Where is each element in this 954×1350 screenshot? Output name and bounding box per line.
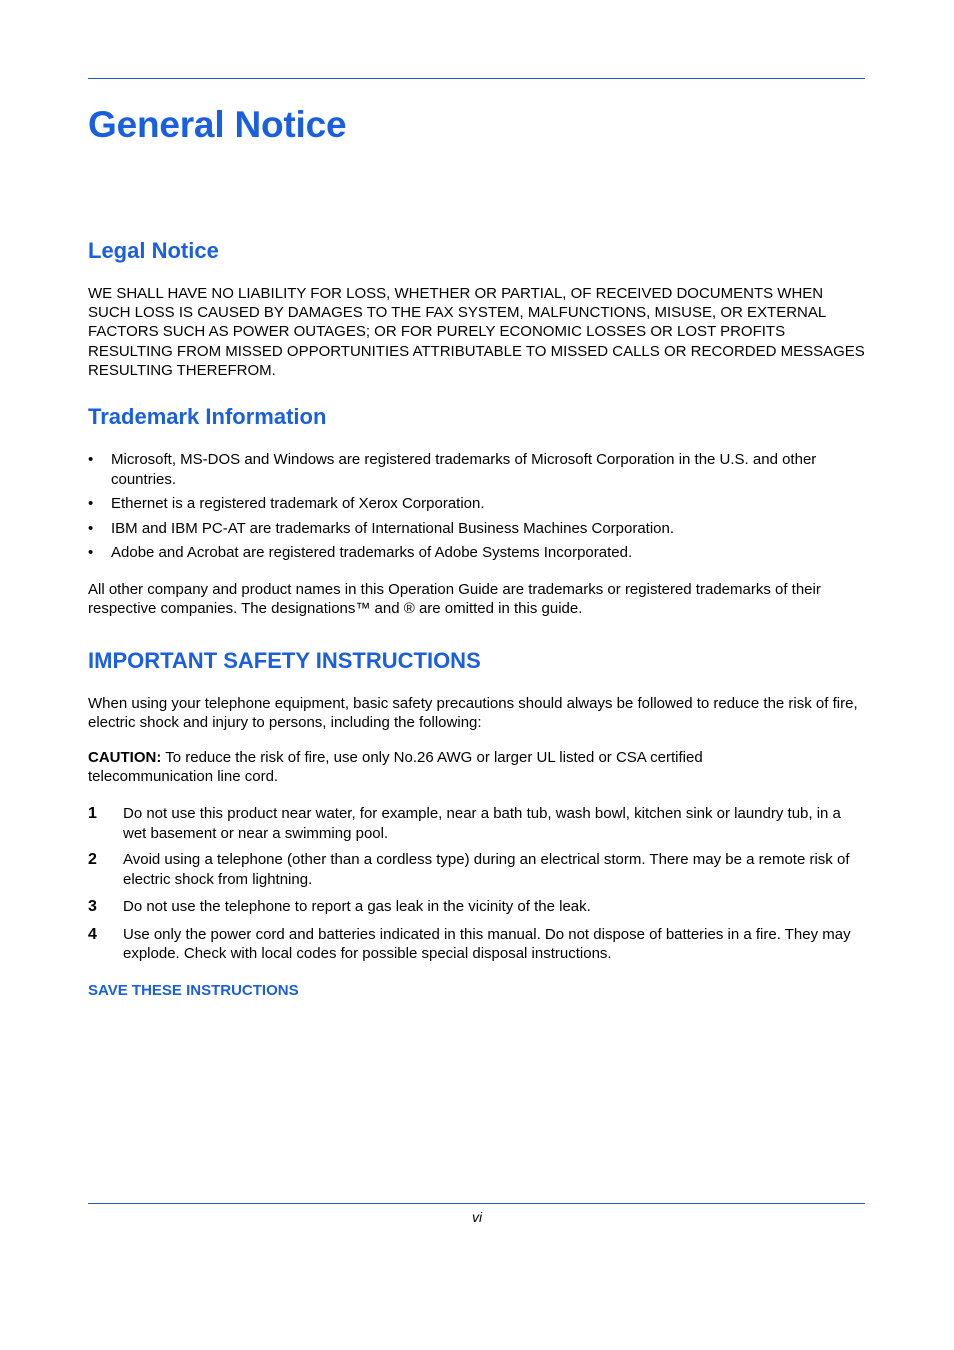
- legal-notice-text: WE SHALL HAVE NO LIABILITY FOR LOSS, WHETHER OR PARTIAL, OF RECEIVED DOCUMENTS WHEN SUCH LOSS IS CAUSED BY DAMAGES TO THE FAX SYSTEM, MALFUNCTIONS, MISUSE, OR EXTERNAL FACTORS SUCH AS POWER OUTAGES; OR FOR PURELY ECONOMIC LOSSES OR LOST PROFITS RESULTING FROM MISSED OPPORTUNITIES ATTRIBUTABLE TO MISSED CALLS OR RECORDED MESSAGES RESULTING THEREFROM.: [88, 285, 865, 379]
- step-text: Avoid using a telephone (other than a cordless type) during an electrical storm. There may be a remote risk of electric shock from lightning.: [123, 851, 850, 888]
- bullet-icon: •: [88, 544, 94, 561]
- list-item-text: IBM and IBM PC-AT are trademarks of International Business Machines Corporation.: [111, 519, 675, 537]
- list-item: [88, 804, 868, 843]
- page-number: vi: [471, 1209, 483, 1225]
- step-text: Do not use the telephone to report a gas leak in the vicinity of the leak.: [123, 898, 591, 915]
- legal-notice-heading: Legal Notice: [88, 238, 219, 263]
- bullet-icon: •: [88, 519, 94, 537]
- list-item: [88, 897, 868, 917]
- safety-steps: [88, 804, 868, 964]
- save-instructions: SAVE THESE INSTRUCTIONS: [88, 982, 299, 999]
- list-item: [88, 519, 868, 539]
- bullet-icon: •: [88, 495, 94, 512]
- list-item: [88, 494, 868, 514]
- list-item: [88, 850, 868, 889]
- bottom-divider: [88, 1203, 865, 1204]
- trademark-footer-text: All other company and product names in this Operation Guide are trademarks or registered trademarks of their respective companies. The designations™ and ® are omitted in this guide.: [88, 581, 821, 618]
- step-number: 3: [88, 898, 97, 915]
- step-number: 2: [88, 851, 97, 868]
- top-divider: [88, 78, 865, 79]
- step-text: Do not use this product near water, for example, near a bath tub, wash bowl, kitchen sink or laundry tub, in a wet basement or near a swimming pool.: [123, 805, 841, 842]
- step-number: 4: [88, 925, 97, 943]
- trademark-heading: Trademark Information: [88, 404, 327, 429]
- step-number: 1: [88, 805, 97, 822]
- caution-label: CAUTION:: [88, 749, 162, 766]
- list-item-text: Adobe and Acrobat are registered trademarks of Adobe Systems Incorporated.: [111, 544, 633, 561]
- list-item-text: Microsoft, MS-DOS and Windows are registered trademarks of Microsoft Corporation in the U.S. and other countries.: [111, 451, 817, 488]
- safety-intro: When using your telephone equipment, basic safety precautions should always be followed to reduce the risk of fire, electric shock and injury to persons, including the following:: [88, 695, 858, 732]
- bullet-icon: •: [88, 451, 94, 468]
- page-title: General Notice: [88, 104, 347, 145]
- list-item: [88, 450, 851, 489]
- safety-heading: IMPORTANT SAFETY INSTRUCTIONS: [88, 648, 481, 673]
- caution-paragraph: [88, 748, 788, 786]
- step-text: Use only the power cord and batteries indicated in this manual. Do not dispose of batteries in a fire. They may explode. Check with local codes for possible special disposal instructions.: [123, 925, 851, 962]
- caution-text: To reduce the risk of fire, use only No.26 AWG or larger UL listed or CSA certified telecommunication line cord.: [88, 749, 703, 786]
- list-item: [88, 925, 868, 964]
- trademark-list: [88, 450, 868, 568]
- list-item: [88, 543, 868, 563]
- list-item-text: Ethernet is a registered trademark of Xerox Corporation.: [111, 495, 485, 512]
